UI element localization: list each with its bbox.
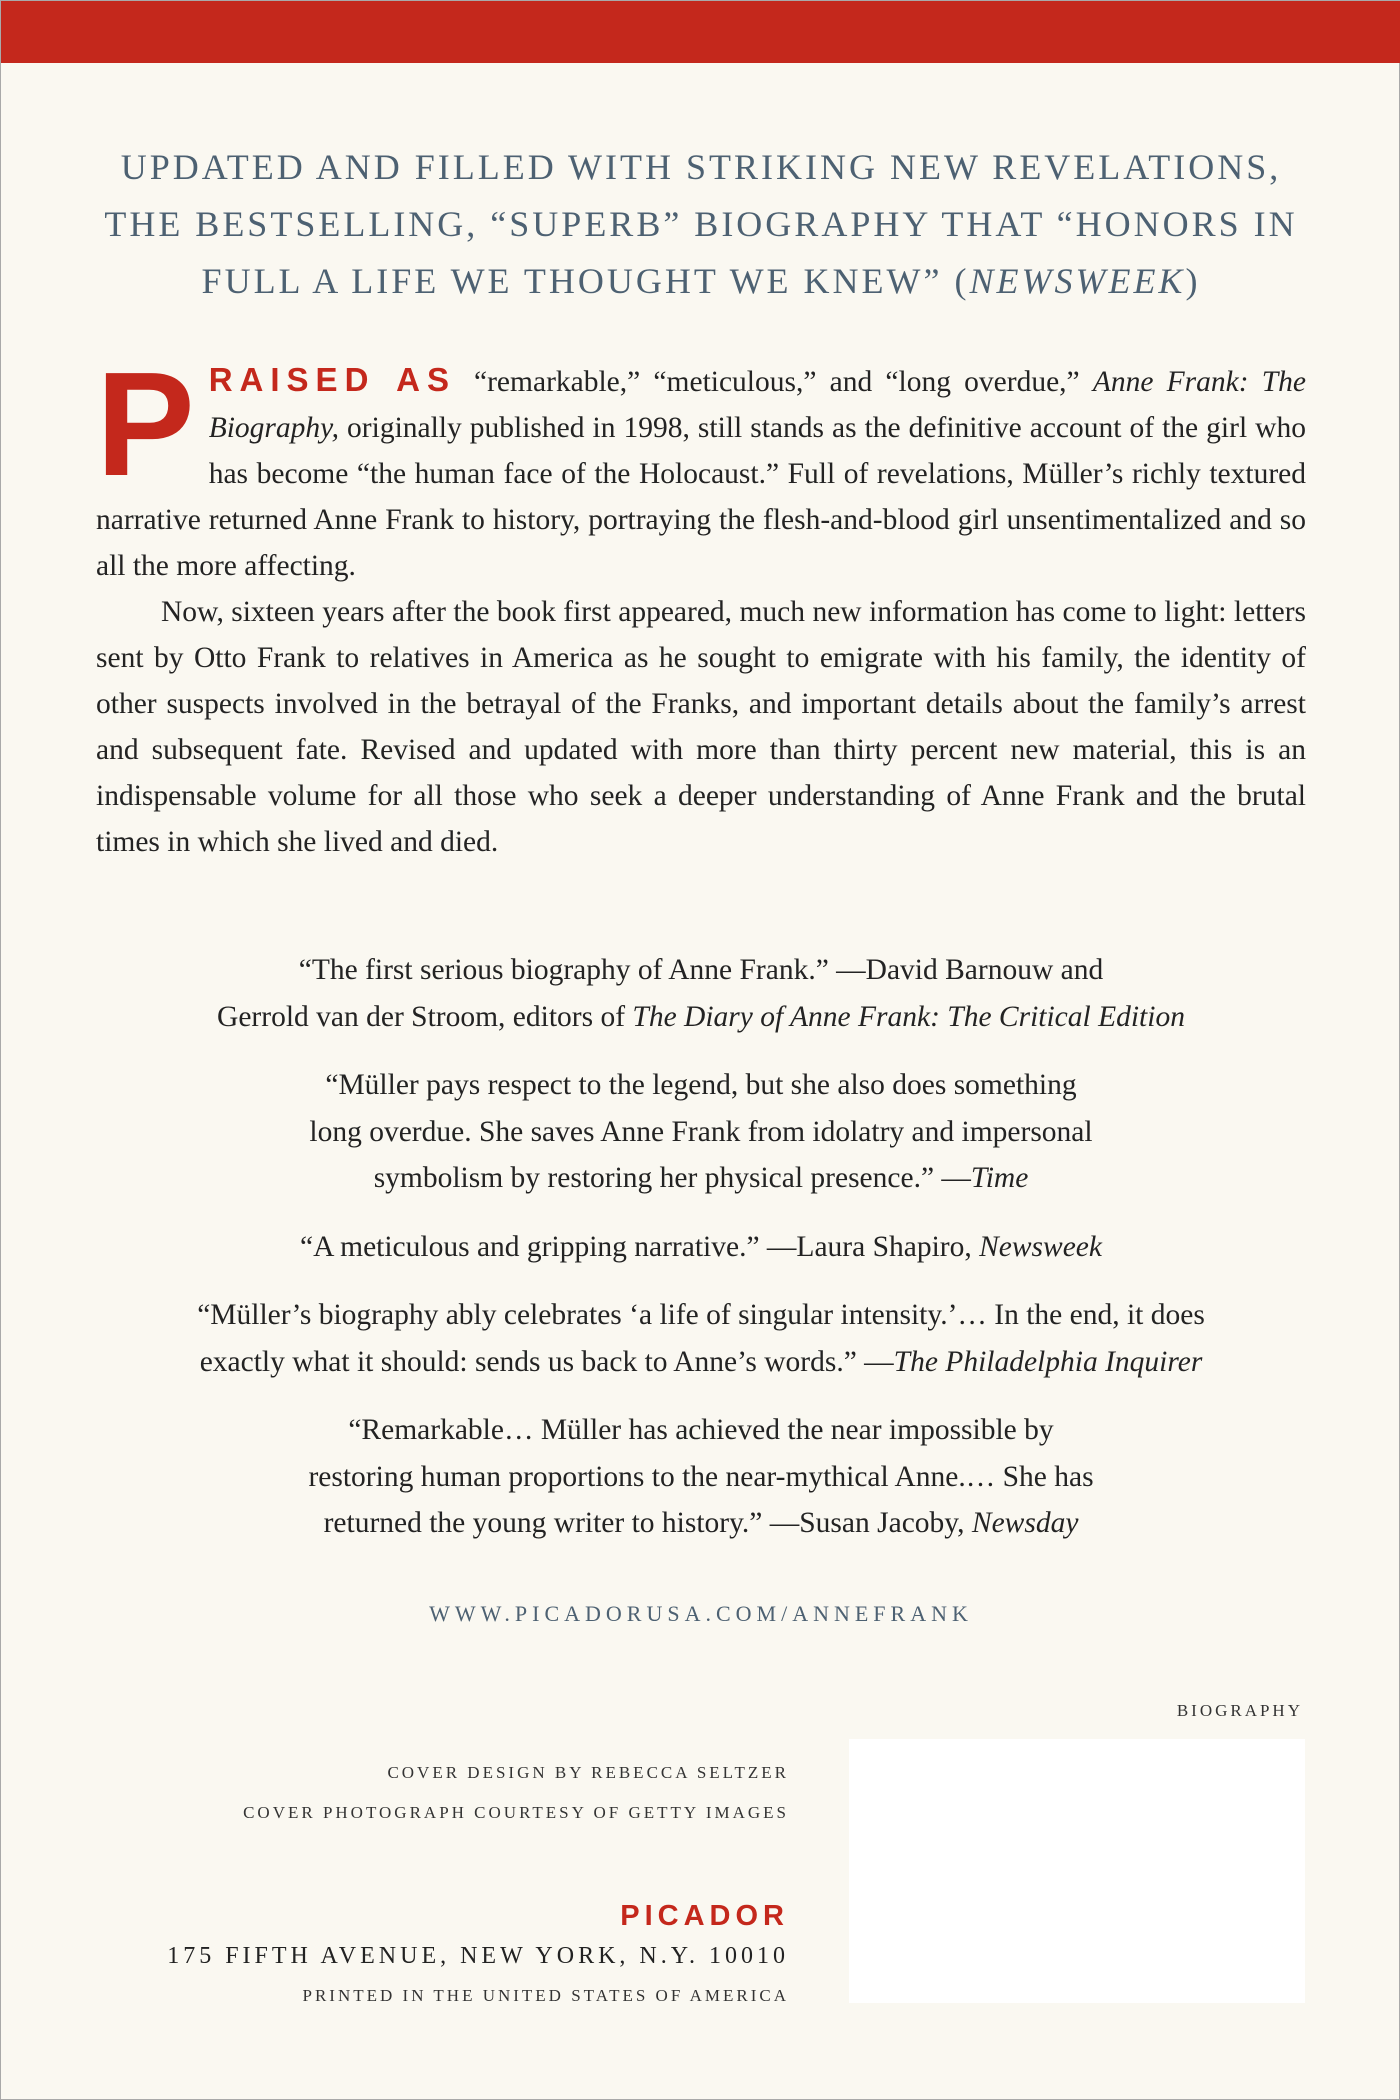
printed-in: PRINTED IN THE UNITED STATES OF AMERICA [302,1986,789,2005]
quote-line: “The first serious biography of Anne Frank.” —David Barnouw and [298,954,1104,986]
review-quote [91,947,1311,1040]
quote-text: “A meticulous and gripping narrative.” —Laura Shapiro, [299,1230,980,1263]
quote-text: exactly what it should: sends us back to Anne’s words.” — [199,1345,894,1378]
headline-line-1: UPDATED AND FILLED WITH STRIKING NEW REVELATIONS, [120,147,1282,187]
publisher-block [167,1896,789,2016]
lead-in: RAISED AS [208,361,457,398]
category-label: BIOGRAPHY [1176,1701,1303,1720]
quote-line [91,994,1311,1041]
quote-line: restoring human proportions to the near-mythical Anne.… She has [308,1460,1094,1493]
description-paragraph-1 [96,342,1306,589]
book-title: Anne Frank: The Biography, [208,366,1306,444]
paragraph-1-text-b: originally published in 1998, still stands as the definitive account of the girl who has become “the human face of the Holocaust.” Full of revelations, Müller’s richly textured narrative returned Anne Frank to history, portraying the flesh-and-blood girl unsentimentalized and so all the more affecting. [96,412,1306,582]
quote-line [91,1500,1311,1547]
quote-source: Newsday [971,1507,1079,1539]
review-quote [91,1407,1311,1547]
review-quotes [91,947,1311,1569]
headline-line-2: THE BESTSELLING, “SUPERB” BIOGRAPHY THAT “HONORS IN [104,204,1298,244]
quote-line: “Müller pays respect to the legend, but she also does something [325,1069,1077,1101]
review-quote [91,1062,1311,1202]
quote-line: “Müller’s biography ably celebrates ‘a life of singular intensity.’… In the end, it does [197,1299,1205,1331]
paragraph-1-text-a: “remarkable,” “meticulous,” and “long overdue,” [474,366,1093,398]
description-paragraph-2: Now, sixteen years after the book first appeared, much new information has come to light: letters sent by Otto Frank to relatives in America as he sought to emigrate with his family, the identity of other suspects involved in the betrayal of the Franks, and important details about the family’s arrest and subsequent fate. Revised and updated with more than thirty percent new material, this is an indispensable volume for all those who seek a deeper understanding of Anne Frank and the brutal times in which she lived and died. [96,596,1306,858]
quote-line: “Remarkable… Müller has achieved the near impossible by [348,1414,1054,1446]
quote-source: The Diary of Anne Frank: The Critical Edition [632,1000,1185,1033]
barcode-area [849,1739,1305,2003]
publisher-logo: PICADOR [620,1900,789,1932]
cover-design-credit: COVER DESIGN BY REBECCA SELTZER [387,1763,789,1782]
cover-photo-credit: COVER PHOTOGRAPH COURTESY OF GETTY IMAGES [243,1803,789,1822]
top-red-band [1,1,1400,63]
headline-source: NEWSWEEK [969,261,1186,301]
quote-source: Newsweek [979,1230,1102,1263]
cover-credits [243,1753,789,1833]
headline-line-3 [61,253,1341,310]
publisher-address: 175 FIFTH AVENUE, NEW YORK, N.Y. 10010 [167,1943,789,1969]
review-quote [91,1224,1311,1271]
website-url[interactable]: WWW.PICADORUSA.COM/ANNEFRANK [429,1601,973,1626]
headline-line-3-close: ) [1185,261,1201,301]
quote-line [91,1155,1311,1202]
quote-text: returned the young writer to history.” —Susan Jacoby, [323,1507,972,1539]
review-quote [91,1292,1311,1385]
drop-cap: P [96,342,195,507]
quote-line [91,1224,1311,1271]
quote-source: Time [970,1162,1029,1194]
quote-line [91,1339,1311,1386]
quote-text: Gerrold van der Stroom, editors of [217,1000,633,1033]
quote-line: long overdue. She saves Anne Frank from idolatry and impersonal [309,1115,1093,1148]
headline-line-3-text: FULL A LIFE WE THOUGHT WE KNEW” ( [201,261,970,301]
quote-source: The Philadelphia Inquirer [893,1345,1203,1378]
quote-text: symbolism by restoring her physical presence.” — [373,1162,971,1194]
headline [61,139,1341,310]
description [96,342,1306,865]
